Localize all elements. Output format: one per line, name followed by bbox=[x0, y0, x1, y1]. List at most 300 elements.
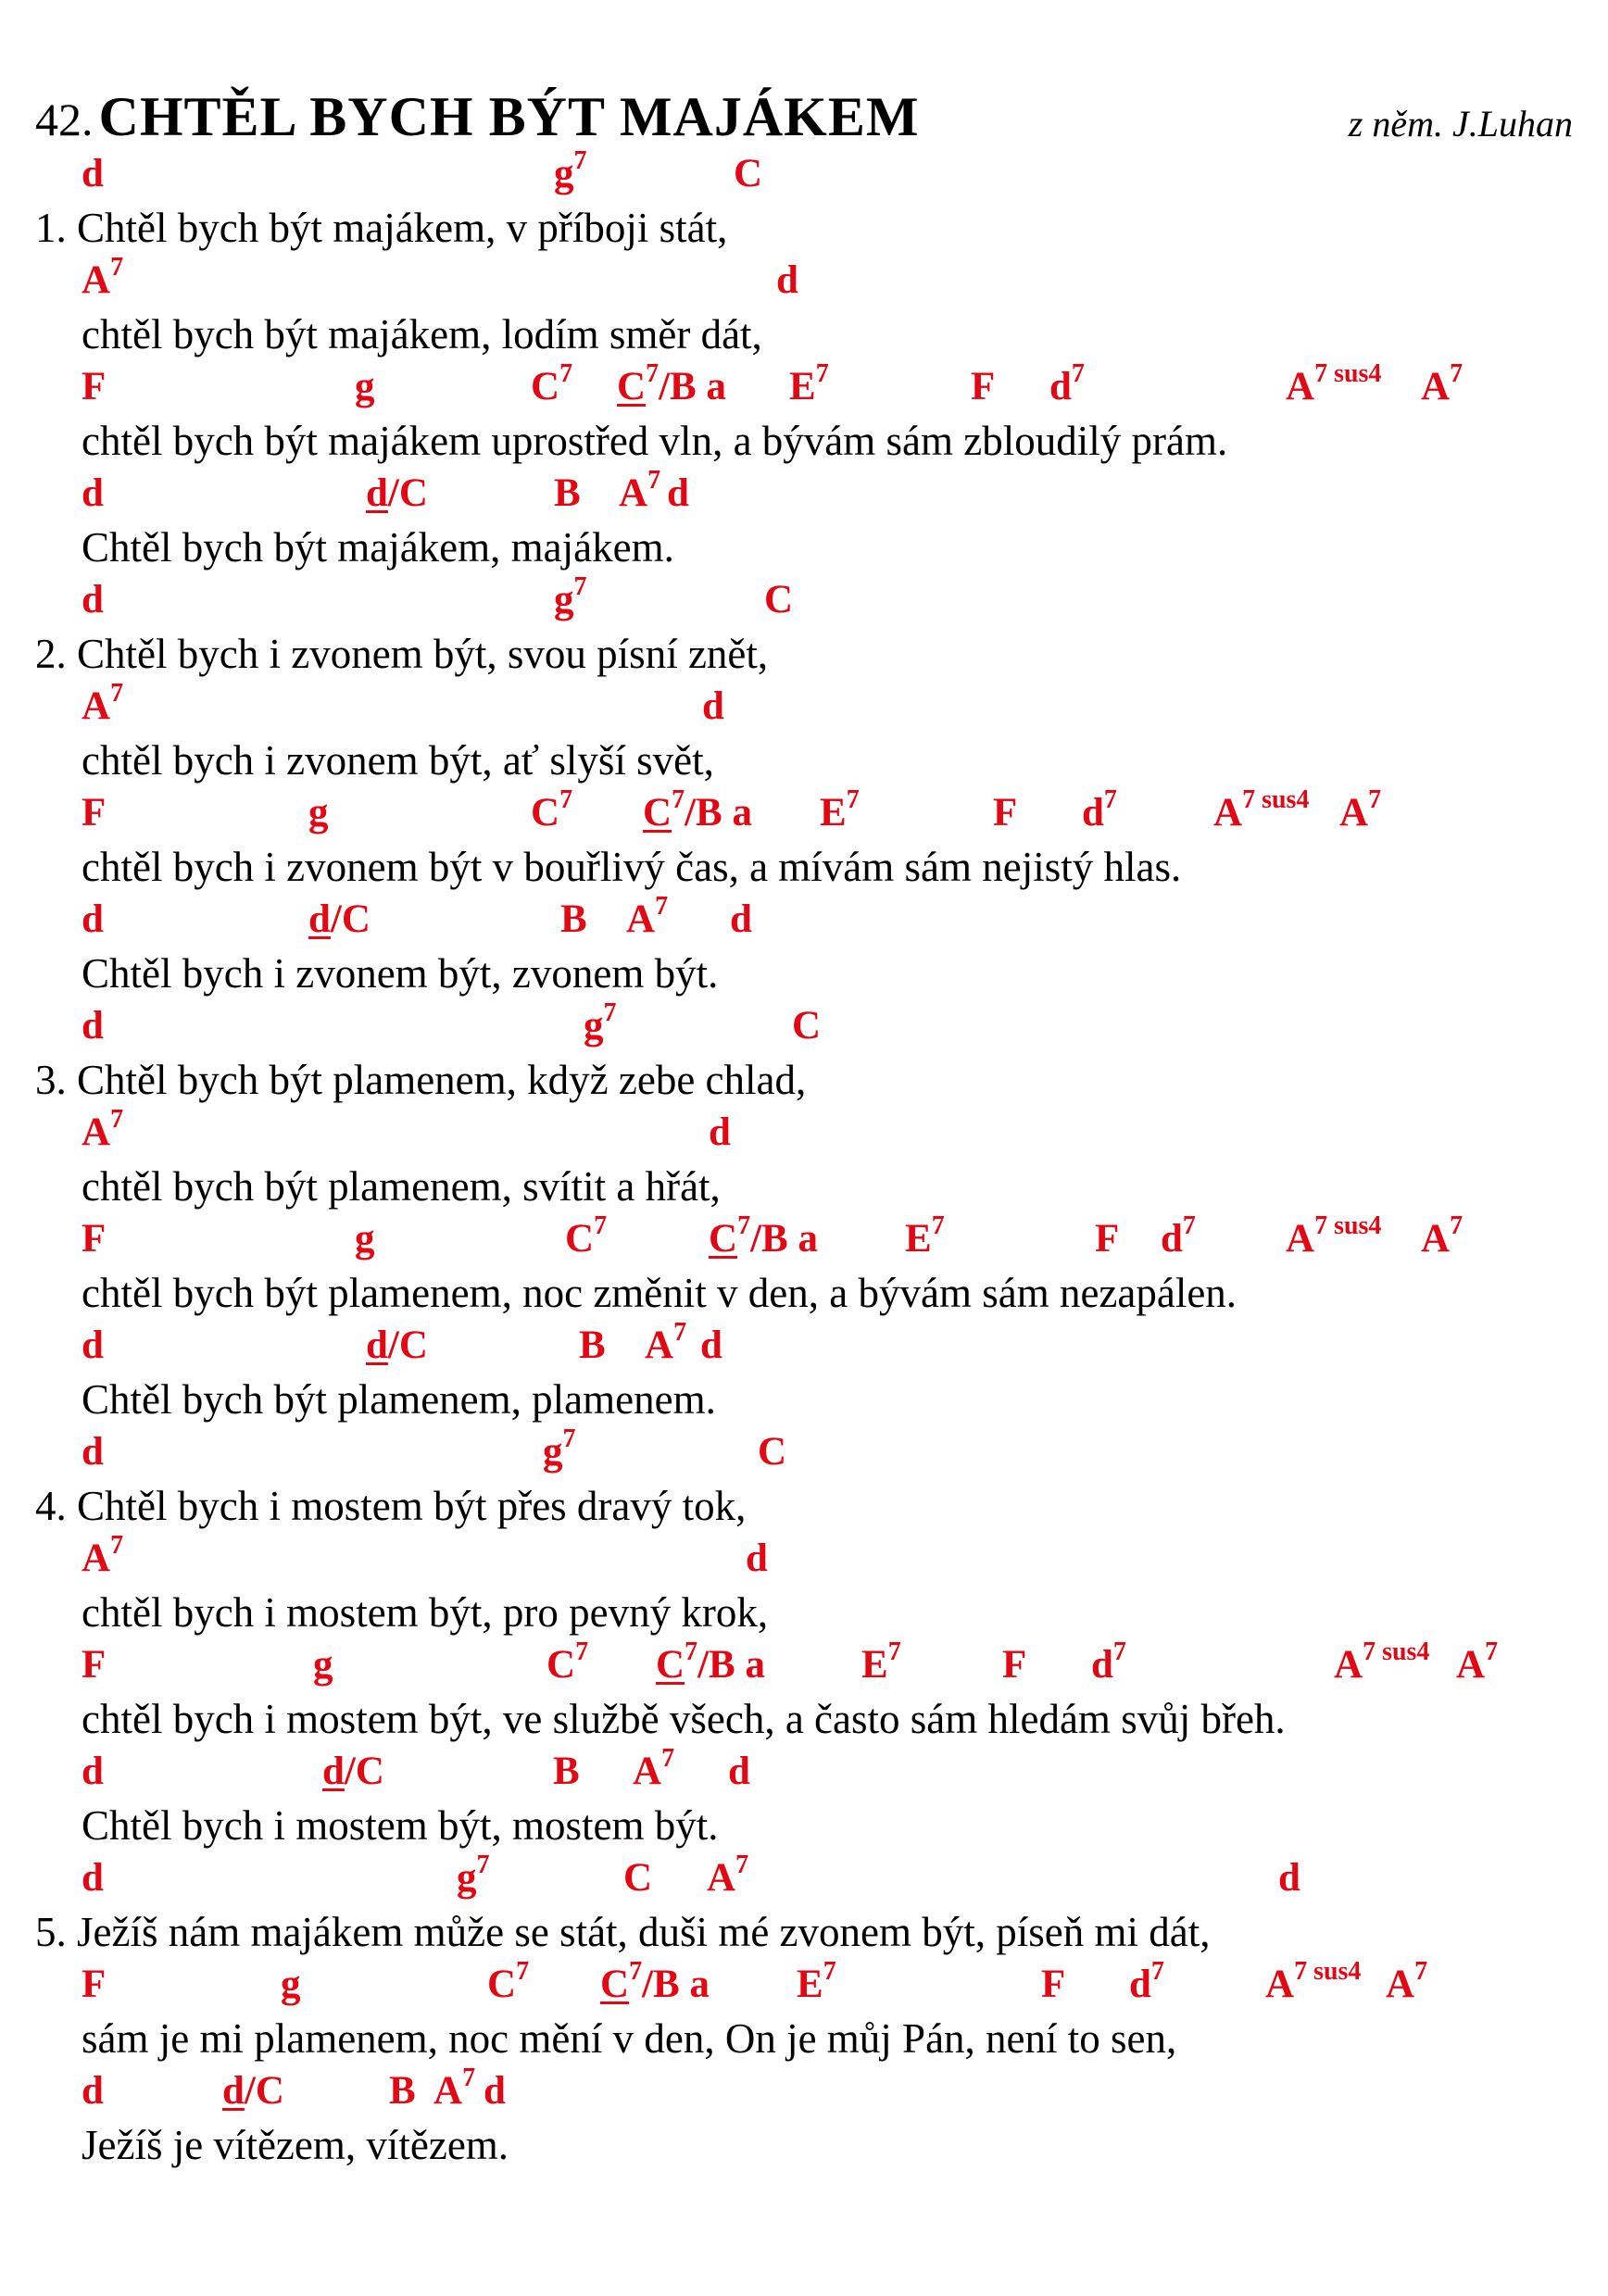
chord-extension: 7 bbox=[735, 1851, 749, 1879]
chord-extension: 7 bbox=[737, 1211, 751, 1240]
chord-root: d bbox=[484, 2069, 506, 2113]
chord-root: A bbox=[1421, 365, 1451, 408]
chord-root: C bbox=[623, 1856, 653, 1900]
chord-row bbox=[0, 998, 1608, 1059]
chord-extension: 7 bbox=[1112, 1637, 1126, 1666]
chord-extension: 7 bbox=[1414, 1957, 1428, 1986]
chord-root: A bbox=[619, 471, 648, 515]
chord-root: A bbox=[1334, 1643, 1363, 1687]
chord-root: A bbox=[1386, 1963, 1415, 2006]
chord-root: A bbox=[82, 258, 111, 302]
chord-bass: /C bbox=[387, 1324, 428, 1367]
lyric-line bbox=[82, 949, 718, 997]
chord-extension: 7 bbox=[462, 2064, 476, 2092]
chord bbox=[730, 897, 752, 942]
lyric-text: Ježíš je vítězem, vítězem. bbox=[82, 2122, 509, 2168]
chord bbox=[222, 2068, 284, 2114]
chord-extension: 7 bbox=[629, 1957, 643, 1986]
chord bbox=[82, 1642, 106, 1687]
chord-extension: 7 bbox=[661, 1744, 675, 1773]
chord-root: d bbox=[82, 2069, 104, 2113]
lyric-line bbox=[82, 1269, 1237, 1317]
chord-extension: 7 bbox=[559, 785, 573, 814]
chord bbox=[623, 1855, 652, 1901]
lyric-row bbox=[0, 1695, 1608, 1750]
chord bbox=[82, 151, 104, 196]
chord-root: d bbox=[82, 1856, 104, 1900]
chord-root: C bbox=[600, 1963, 630, 2006]
chord-extension: 7 bbox=[1485, 1637, 1499, 1666]
song-header bbox=[35, 85, 1573, 152]
chord-extension: 7 bbox=[594, 1211, 608, 1240]
lyric-text: Chtěl bych být majákem, majákem. bbox=[82, 524, 674, 571]
chord bbox=[1421, 1211, 1464, 1261]
chord bbox=[700, 1323, 722, 1368]
chord bbox=[746, 1536, 768, 1581]
lyric-text: Chtěl bych i zvonem být, svou písní znět, bbox=[77, 631, 769, 677]
chord-bass: /C bbox=[344, 1750, 384, 1793]
chord bbox=[82, 1749, 104, 1794]
chord-row bbox=[0, 146, 1608, 207]
chord-root: E bbox=[905, 1217, 932, 1261]
chord-root: E bbox=[820, 791, 847, 834]
chord-extension: 7 bbox=[575, 1637, 589, 1666]
lyric-line bbox=[82, 1588, 768, 1637]
chord bbox=[626, 892, 669, 942]
song-title: CHTĚL BYCH BÝT MAJÁKEM bbox=[98, 86, 920, 147]
chord-root: d bbox=[1049, 365, 1072, 408]
chord bbox=[645, 1318, 687, 1368]
chord-root: F bbox=[993, 791, 1018, 834]
chord bbox=[1421, 359, 1464, 409]
chord bbox=[554, 146, 587, 196]
chord bbox=[565, 1211, 608, 1261]
chord bbox=[82, 2068, 104, 2114]
lyric-text: chtěl bych i mostem být, ve službě všech, a často sám hledám svůj břeh. bbox=[82, 1696, 1286, 1742]
verse-number: 5. bbox=[35, 1909, 67, 1955]
chord bbox=[484, 2068, 506, 2114]
chord-extension: 7 bbox=[672, 785, 685, 814]
chord-root: g bbox=[313, 1643, 333, 1687]
chord bbox=[789, 359, 829, 409]
lyric-row bbox=[0, 949, 1608, 1005]
chord-extension: 7 bbox=[562, 1424, 576, 1453]
chord-root: C bbox=[656, 1643, 685, 1687]
lyric-row bbox=[0, 1056, 1608, 1111]
chord bbox=[820, 785, 860, 835]
lyric-line bbox=[82, 843, 1181, 891]
lyric-text: chtěl bych i zvonem být v bouřlivý čas, a mívám sám nejistý hlas. bbox=[82, 844, 1182, 890]
lyric-text: Chtěl bych i mostem být, mostem být. bbox=[82, 1802, 719, 1849]
chord-extension: 7 bbox=[1450, 359, 1464, 388]
lyric-text: chtěl bych být majákem, lodím směr dát, bbox=[82, 311, 762, 358]
lyric-line bbox=[82, 2121, 509, 2169]
chord-root: g bbox=[355, 365, 375, 408]
chord-root: d bbox=[1091, 1643, 1113, 1687]
chord-extension: 7 bbox=[1150, 1957, 1164, 1986]
lyric-line bbox=[82, 736, 714, 784]
chord bbox=[1286, 1211, 1382, 1261]
lyric-text: Chtěl bych být majákem, v příboji stát, bbox=[77, 205, 728, 251]
lyric-text: chtěl bych i zvonem být, ať slyší svět, bbox=[82, 737, 714, 784]
chord-root: g bbox=[543, 1430, 563, 1474]
chord-bass: /B a bbox=[659, 365, 726, 408]
lyric-row bbox=[0, 1375, 1608, 1431]
chord bbox=[1386, 1957, 1428, 2007]
chord bbox=[971, 364, 995, 409]
chord bbox=[82, 470, 104, 516]
chord bbox=[1082, 785, 1117, 835]
chord-extension: 7 bbox=[573, 572, 587, 601]
lyric-line bbox=[35, 1908, 1210, 1956]
chord-extension: 7 bbox=[655, 892, 669, 921]
lyric-row bbox=[0, 2014, 1608, 2070]
chord-root: d bbox=[1161, 1217, 1183, 1261]
lyric-line bbox=[35, 630, 768, 678]
chord-root: A bbox=[1265, 1963, 1295, 2006]
chord-row bbox=[0, 1851, 1608, 1911]
lyric-row bbox=[0, 1588, 1608, 1644]
chord-root: d bbox=[667, 471, 689, 515]
chord bbox=[546, 1637, 589, 1687]
chord-root: d bbox=[82, 152, 104, 195]
chord-extension: 7 bbox=[603, 998, 617, 1027]
chord bbox=[792, 1003, 821, 1048]
chord-root: A bbox=[645, 1324, 674, 1367]
lyric-row bbox=[0, 417, 1608, 472]
chord bbox=[579, 1323, 606, 1368]
chord-row bbox=[0, 1744, 1608, 1804]
chord-extension: 7 bbox=[559, 359, 573, 388]
chord bbox=[82, 1105, 124, 1155]
chord bbox=[366, 1323, 428, 1368]
lyric-text: Chtěl bych i zvonem být, zvonem být. bbox=[82, 950, 719, 997]
chord-root: C bbox=[709, 1217, 738, 1261]
chord bbox=[643, 785, 752, 835]
lyric-text: chtěl bych být majákem uprostřed vln, a bývám sám zbloudilý prám. bbox=[82, 418, 1228, 464]
chord bbox=[322, 1749, 384, 1794]
lyric-row bbox=[0, 204, 1608, 259]
chord-root: d bbox=[82, 1430, 104, 1474]
chord bbox=[457, 1851, 490, 1901]
chord-root: C bbox=[617, 365, 647, 408]
chord-root: d bbox=[700, 1324, 722, 1367]
chord-root: d bbox=[730, 897, 752, 941]
chord-root: d bbox=[322, 1750, 345, 1793]
lyric-row bbox=[0, 310, 1608, 366]
chord bbox=[531, 359, 573, 409]
chord-root: C bbox=[764, 578, 794, 621]
lyric-text: Chtěl bych být plamenem, plamenem. bbox=[82, 1376, 716, 1423]
chord-root: d bbox=[746, 1537, 768, 1580]
verse-number: 3. bbox=[35, 1057, 67, 1103]
chord-root: d bbox=[1082, 791, 1104, 834]
lyric-line bbox=[82, 417, 1227, 465]
chord-extension: 7 bbox=[931, 1211, 945, 1240]
chord-extension: 7 bbox=[1450, 1211, 1464, 1240]
lyric-line bbox=[82, 310, 762, 358]
chord-root: C bbox=[643, 791, 672, 834]
chord bbox=[82, 253, 124, 303]
lyric-text: Chtěl bych být plamenem, když zebe chlad, bbox=[77, 1057, 807, 1103]
lyric-text: chtěl bych být plamenem, noc změnit v den, a bývám sám nezapálen. bbox=[82, 1270, 1237, 1316]
chord-row bbox=[0, 466, 1608, 526]
chord bbox=[734, 151, 762, 196]
lyric-line bbox=[82, 1801, 718, 1850]
chord bbox=[667, 470, 689, 516]
chord-root: d bbox=[366, 471, 388, 515]
chord bbox=[308, 897, 371, 942]
chord-extension: 7 bbox=[110, 679, 124, 708]
chord-extension: 7 bbox=[673, 1318, 687, 1347]
chord-root: d bbox=[709, 1110, 731, 1154]
chord-row bbox=[0, 572, 1608, 633]
song-number: 42. bbox=[35, 94, 94, 145]
chord-extension: 7 sus4 bbox=[1294, 1957, 1362, 1986]
lyric-row bbox=[0, 1269, 1608, 1324]
chord-root: C bbox=[565, 1217, 595, 1261]
lyric-line bbox=[82, 523, 674, 571]
chord bbox=[355, 364, 375, 409]
lyric-text: sám je mi plamenem, noc mění v den, On je můj Pán, není to sen, bbox=[82, 2015, 1177, 2062]
chord-root: C bbox=[734, 152, 763, 195]
lyric-row bbox=[0, 843, 1608, 898]
chord bbox=[1161, 1211, 1196, 1261]
chord-root: C bbox=[758, 1430, 787, 1474]
chord bbox=[617, 359, 726, 409]
chord-row bbox=[0, 892, 1608, 952]
chord-root: E bbox=[789, 365, 816, 408]
chord-root: F bbox=[82, 1963, 107, 2006]
chord-root: B bbox=[579, 1324, 606, 1367]
chord-bass: /C bbox=[387, 471, 428, 515]
lyric-row bbox=[0, 1801, 1608, 1857]
chord-root: d bbox=[82, 1004, 104, 1048]
chord-bass: /B a bbox=[750, 1217, 818, 1261]
lyric-line bbox=[82, 1375, 716, 1424]
chord bbox=[82, 364, 106, 409]
chord-root: d bbox=[366, 1324, 388, 1367]
chord bbox=[433, 2064, 476, 2114]
chord-bass: /B a bbox=[685, 791, 752, 834]
chord-root: F bbox=[1041, 1963, 1066, 2006]
lyric-row bbox=[0, 2121, 1608, 2177]
chord bbox=[1129, 1957, 1164, 2007]
chord bbox=[82, 1216, 106, 1261]
chord bbox=[797, 1957, 836, 2007]
lyric-text: Chtěl bych i mostem být přes dravý tok, bbox=[77, 1483, 747, 1529]
chord-root: C bbox=[546, 1643, 576, 1687]
chord bbox=[758, 1429, 786, 1474]
chord-extension: 7 bbox=[646, 359, 660, 388]
chord-root: d bbox=[776, 258, 798, 302]
chord bbox=[709, 1110, 731, 1155]
lyric-text: chtěl bych i mostem být, pro pevný krok, bbox=[82, 1589, 769, 1636]
chord-root: A bbox=[1213, 791, 1243, 834]
chord-root: d bbox=[82, 1324, 104, 1367]
chord-root: F bbox=[1095, 1217, 1120, 1261]
chord-root: F bbox=[1002, 1643, 1027, 1687]
chord-root: d bbox=[82, 1750, 104, 1793]
chord bbox=[82, 1962, 106, 2007]
chord-extension: 7 bbox=[1182, 1211, 1196, 1240]
chord bbox=[633, 1744, 675, 1794]
chord bbox=[776, 257, 798, 303]
lyric-row bbox=[0, 736, 1608, 792]
chord-row bbox=[0, 1424, 1608, 1485]
chord bbox=[1265, 1957, 1362, 2007]
chord bbox=[82, 790, 106, 835]
chord-root: d bbox=[82, 897, 104, 941]
lyric-row bbox=[0, 523, 1608, 579]
chord-root: g bbox=[308, 791, 329, 834]
chord bbox=[702, 684, 724, 729]
chord-extension: 7 bbox=[110, 1105, 124, 1134]
chord-extension: 7 bbox=[815, 359, 829, 388]
verse-number: 1. bbox=[35, 205, 67, 251]
chord bbox=[728, 1749, 750, 1794]
chord bbox=[308, 790, 329, 835]
chord-root: A bbox=[1339, 791, 1369, 834]
chord bbox=[313, 1642, 333, 1687]
chord-extension: 7 bbox=[476, 1851, 490, 1879]
lyric-line bbox=[35, 1482, 746, 1530]
chord-root: F bbox=[971, 365, 996, 408]
chord bbox=[1456, 1637, 1499, 1687]
chord-root: g bbox=[554, 578, 574, 621]
chord-root: F bbox=[82, 791, 107, 834]
chord bbox=[1286, 359, 1382, 409]
chord bbox=[993, 790, 1017, 835]
chord-row bbox=[0, 1105, 1608, 1165]
chord-root: F bbox=[82, 1217, 107, 1261]
chord-extension: 7 bbox=[846, 785, 860, 814]
lyric-line bbox=[35, 1056, 806, 1104]
chord bbox=[656, 1637, 765, 1687]
chord-row bbox=[0, 1531, 1608, 1591]
chord-root: d bbox=[308, 897, 331, 941]
chord-extension: 7 bbox=[823, 1957, 836, 1986]
chord-extension: 7 bbox=[1368, 785, 1382, 814]
chord-root: A bbox=[1286, 1217, 1315, 1261]
chord-root: A bbox=[1286, 365, 1315, 408]
chord-row bbox=[0, 2064, 1608, 2124]
chord bbox=[1213, 785, 1310, 835]
chord bbox=[1334, 1637, 1430, 1687]
chord-root: A bbox=[82, 684, 111, 728]
chord-row bbox=[0, 1211, 1608, 1272]
chord-bass: /B a bbox=[697, 1643, 765, 1687]
chord-root: d bbox=[82, 578, 104, 621]
chord-root: E bbox=[797, 1963, 823, 2006]
chord bbox=[82, 1531, 124, 1581]
chord-root: C bbox=[531, 365, 560, 408]
chord bbox=[82, 1323, 104, 1368]
lyric-line bbox=[82, 1162, 721, 1211]
chord bbox=[1278, 1855, 1300, 1901]
chord bbox=[82, 1855, 104, 1901]
chord-root: g bbox=[457, 1856, 477, 1900]
chord bbox=[554, 470, 581, 516]
lyric-text: Ježíš nám majákem může se stát, duši mé zvonem být, píseň mi dát, bbox=[77, 1909, 1211, 1955]
chord-root: d bbox=[702, 684, 724, 728]
chord-row bbox=[0, 253, 1608, 313]
chord bbox=[82, 1429, 104, 1474]
chord-root: d bbox=[1129, 1963, 1151, 2006]
chord-extension: 7 sus4 bbox=[1314, 1211, 1382, 1240]
chord-extension: 7 sus4 bbox=[1242, 785, 1310, 814]
chord-root: C bbox=[531, 791, 560, 834]
chord-root: g bbox=[554, 152, 574, 195]
chord bbox=[82, 679, 124, 729]
chord bbox=[366, 470, 428, 516]
chord-root: g bbox=[584, 1004, 604, 1048]
chord bbox=[584, 998, 617, 1048]
chord-bass: /B a bbox=[642, 1963, 710, 2006]
chord bbox=[560, 897, 587, 942]
verse-number: 2. bbox=[35, 631, 67, 677]
chord bbox=[1091, 1637, 1126, 1687]
chord-extension: 7 bbox=[887, 1637, 901, 1666]
chord bbox=[707, 1851, 749, 1901]
chord-extension: 7 bbox=[685, 1637, 698, 1666]
chord-extension: 7 bbox=[1071, 359, 1085, 388]
chord-root: A bbox=[707, 1856, 736, 1900]
chord-root: d bbox=[728, 1750, 750, 1793]
lyric-row bbox=[0, 630, 1608, 685]
song-author: z něm. J.Luhan bbox=[1348, 103, 1573, 144]
lyric-row bbox=[0, 1908, 1608, 1964]
chord bbox=[553, 1749, 580, 1794]
chord bbox=[355, 1216, 375, 1261]
lyric-row bbox=[0, 1162, 1608, 1218]
chord-extension: 7 bbox=[573, 146, 587, 175]
chord-root: B bbox=[553, 1750, 580, 1793]
chord bbox=[619, 466, 661, 516]
chord-root: B bbox=[389, 2069, 416, 2113]
chord bbox=[1002, 1642, 1026, 1687]
chord-root: C bbox=[487, 1963, 517, 2006]
chord-root: A bbox=[433, 2069, 463, 2113]
chord-root: A bbox=[626, 897, 656, 941]
chord-extension: 7 bbox=[110, 253, 124, 282]
chord-root: F bbox=[82, 1643, 107, 1687]
chord-root: C bbox=[792, 1004, 822, 1048]
chord-root: A bbox=[1421, 1217, 1451, 1261]
chord-extension: 7 bbox=[110, 1531, 124, 1560]
chord-root: A bbox=[82, 1110, 111, 1154]
chord-row bbox=[0, 679, 1608, 739]
lyric-text: chtěl bych být plamenem, svítit a hřát, bbox=[82, 1163, 721, 1210]
chord bbox=[709, 1211, 818, 1261]
chord-root: d bbox=[1278, 1856, 1300, 1900]
lyric-row bbox=[0, 1482, 1608, 1537]
chord-root: g bbox=[281, 1963, 301, 2006]
chord bbox=[600, 1957, 710, 2007]
chord-bass: /C bbox=[244, 2069, 284, 2113]
chord-root: A bbox=[633, 1750, 662, 1793]
chord bbox=[1095, 1216, 1119, 1261]
chord bbox=[531, 785, 573, 835]
chord bbox=[543, 1424, 576, 1474]
chord-root: d bbox=[222, 2069, 245, 2113]
chord-row bbox=[0, 1637, 1608, 1698]
chord bbox=[764, 577, 793, 622]
chord-row bbox=[0, 1957, 1608, 2017]
chord-extension: 7 bbox=[516, 1957, 530, 1986]
chord-row bbox=[0, 1318, 1608, 1378]
chord-root: E bbox=[861, 1643, 888, 1687]
